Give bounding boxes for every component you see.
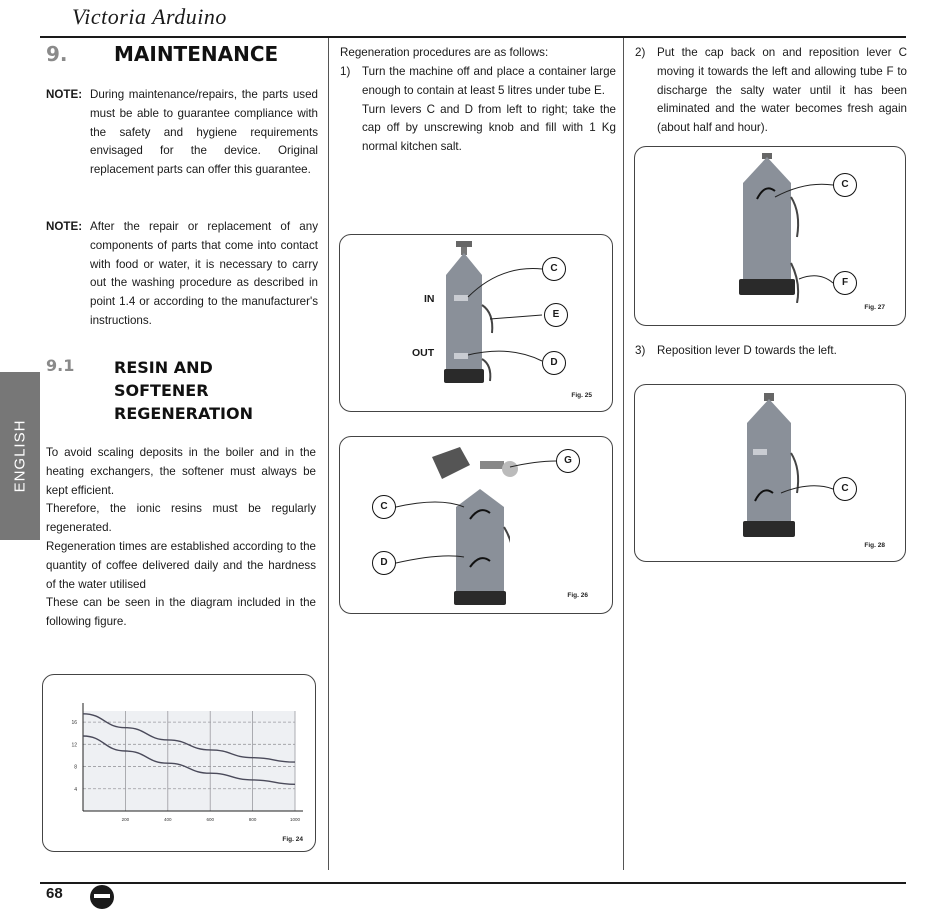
y-tick-label: 8: [74, 764, 77, 771]
intro-text: Regeneration times are established according to the quantity of coffee delivered daily and the hardness of the water utilised: [46, 539, 316, 591]
callout-lines: [635, 147, 905, 325]
callout-f: F: [833, 271, 857, 295]
procedure-heading: Regeneration procedures are as follows:: [340, 46, 549, 59]
intro-text: To avoid scaling deposits in the boiler and in the heating exchangers, the softener must always be kept efficient.: [46, 446, 316, 497]
note-1: [46, 86, 318, 180]
brand-emblem-icon: [90, 885, 114, 909]
subsection-title-line: SOFTENER: [114, 381, 209, 400]
out-label: OUT: [412, 347, 435, 359]
step-3: [635, 342, 907, 361]
x-tick-label: 1000: [289, 817, 301, 822]
fig25-caption: Fig. 25: [571, 392, 592, 399]
intro-text: These can be seen in the diagram included in the following figure.: [46, 596, 316, 629]
step-number: 2): [635, 46, 646, 59]
step-text: Put the cap back on and reposition lever C moving it towards the left and allowing tube F to discharge the salty water until it has been eliminated and the water becomes fresh again (about half and hour).: [657, 46, 907, 135]
callout-c: C: [833, 173, 857, 197]
top-divider: [40, 36, 906, 38]
step-2: [635, 44, 907, 138]
bottom-divider: [40, 882, 906, 884]
x-tick-label: 400: [164, 817, 172, 822]
fig26-caption: Fig. 26: [567, 592, 588, 599]
language-tab-label: ENGLISH: [11, 419, 29, 493]
note-label: NOTE:: [46, 88, 83, 101]
fig24-frame: [42, 674, 316, 852]
callout-d: D: [372, 551, 396, 575]
callout-lines: [340, 235, 612, 411]
callout-d: D: [542, 351, 566, 375]
x-tick-label: 600: [206, 817, 214, 822]
column-divider-2: [623, 38, 624, 870]
column-divider-1: [328, 38, 329, 870]
note-2: [46, 218, 318, 331]
section-number: 9.: [46, 42, 68, 66]
step-number: 1): [340, 65, 351, 78]
fig26-frame: [339, 436, 613, 614]
subsection-number: 9.1: [46, 356, 75, 375]
note-text: After the repair or replacement of any components of parts that come into contact with food or water, it is necessary to carry out the washing procedure as described in point 1.4 or according to the manufacturer's instructions.: [90, 220, 318, 327]
step-text: Turn levers C and D from left to right; take the cap off by unscrewing knob and fill with 1 Kg normal kitchen salt.: [362, 102, 616, 154]
callout-lines: [635, 385, 905, 561]
in-label: IN: [424, 293, 435, 305]
intro-paragraph: [46, 444, 316, 632]
callout-c: C: [372, 495, 396, 519]
step-number: 3): [635, 344, 646, 357]
page-number: 68: [46, 885, 63, 902]
callout-c: C: [833, 477, 857, 501]
fig28-frame: [634, 384, 906, 562]
note-label: NOTE:: [46, 220, 83, 233]
subsection-title: [114, 356, 253, 425]
subsection-title-line: REGENERATION: [114, 404, 253, 423]
x-tick-label: 200: [121, 817, 130, 822]
y-tick-label: 16: [71, 720, 77, 727]
subsection-title-line: RESIN AND: [114, 358, 213, 377]
fig25-frame: [339, 234, 613, 412]
callout-c: C: [542, 257, 566, 281]
intro-text: Therefore, the ionic resins must be regularly regenerated.: [46, 502, 316, 535]
regeneration-chart: [43, 675, 315, 851]
section-title: MAINTENANCE: [114, 42, 279, 66]
fig27-frame: [634, 146, 906, 326]
callout-g: G: [556, 449, 580, 473]
brand-logo: Victoria Arduino: [72, 4, 227, 29]
y-tick-label: 4: [74, 786, 77, 793]
step-1: [340, 63, 616, 157]
fig27-caption: Fig. 27: [864, 304, 885, 311]
note-text: During maintenance/repairs, the parts used must be able to guarantee compliance with the safety and hygiene requirements envisaged for the device. Original replacement parts can offer this guarantee.: [90, 88, 318, 177]
fig28-caption: Fig. 28: [864, 542, 885, 549]
x-tick-label: 800: [248, 817, 257, 822]
fig24-caption: Fig. 24: [282, 836, 303, 843]
y-tick-label: 12: [71, 742, 77, 749]
step-text: Reposition lever D towards the left.: [657, 344, 837, 357]
step-text: Turn the machine off and place a container large enough to contain at least 5 litres under tube E.: [362, 65, 616, 97]
callout-e: E: [544, 303, 568, 327]
language-tab: [0, 372, 40, 540]
